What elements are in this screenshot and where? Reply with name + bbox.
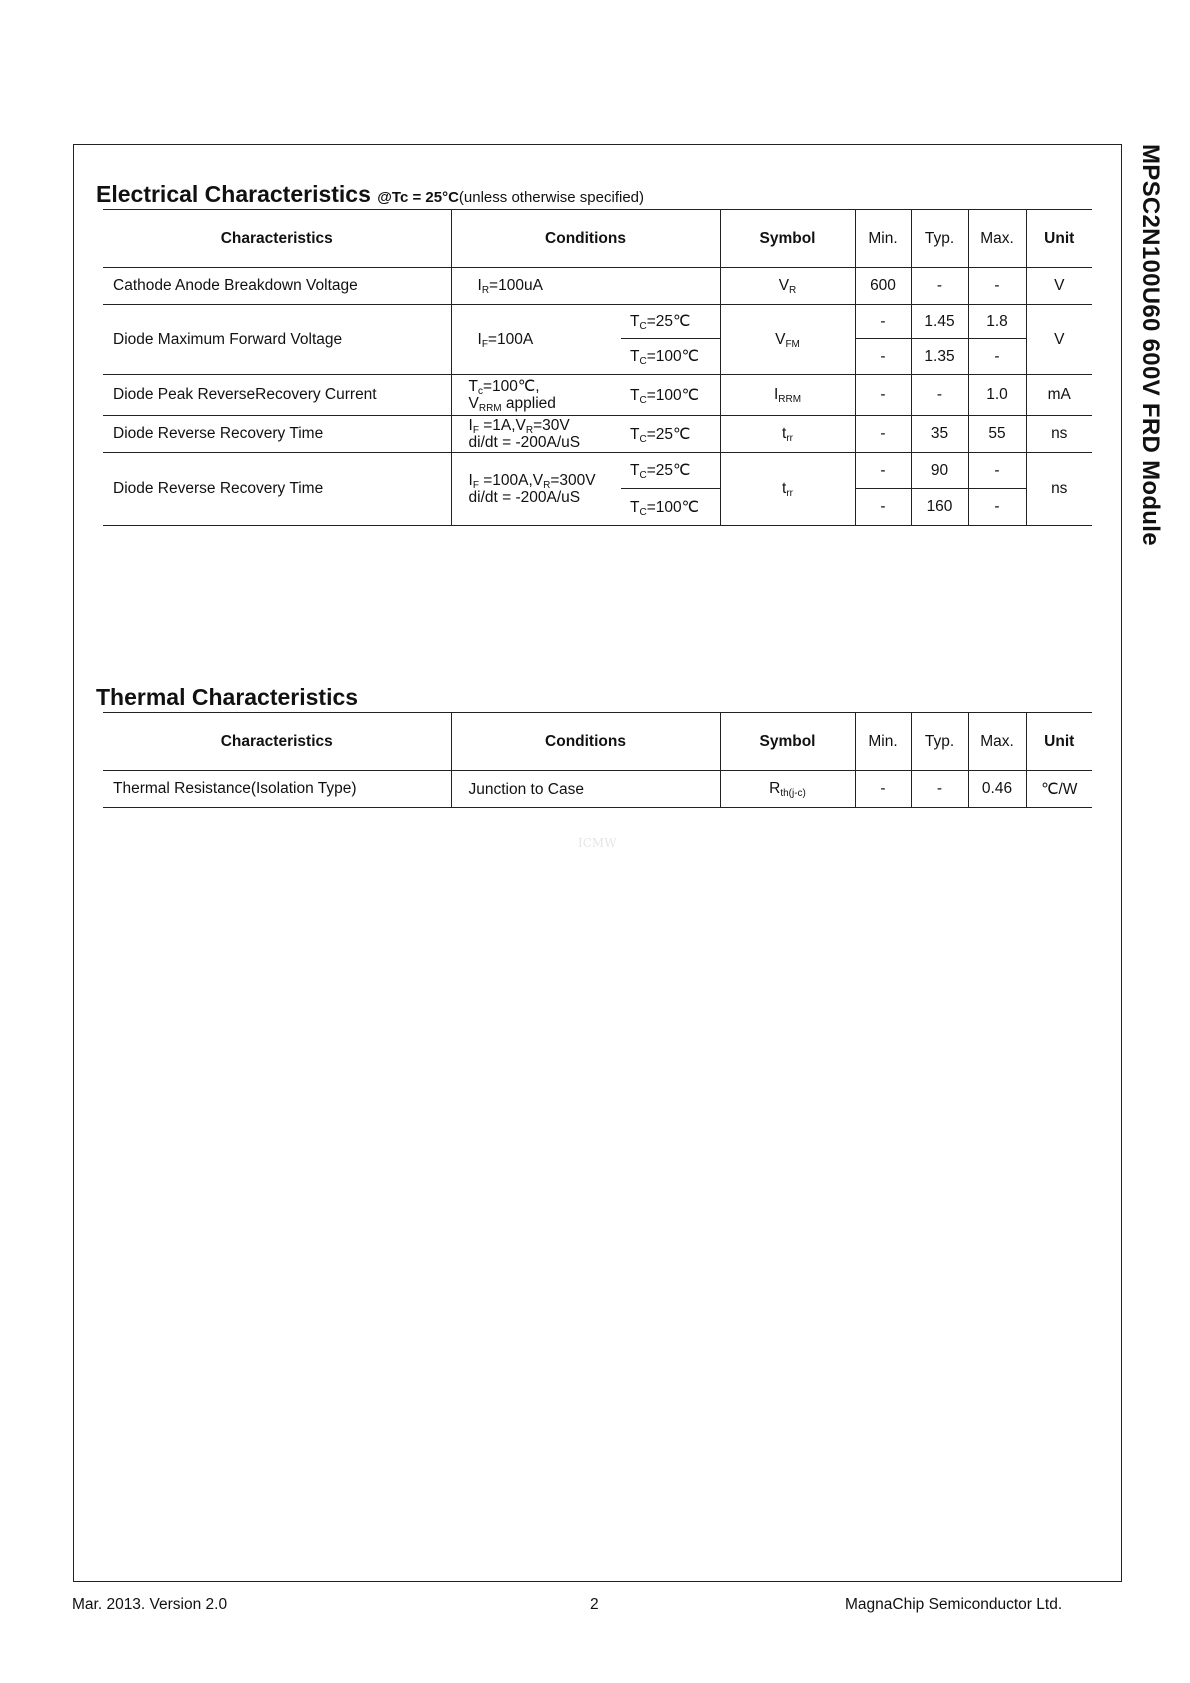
- row-max: 1.8: [968, 305, 1026, 339]
- row-unit: mA: [1026, 375, 1092, 416]
- row-symbol: $t_{rr}$: [720, 416, 855, 453]
- row-min: -: [855, 305, 911, 339]
- row-temp-condition: $T_C=100℃$: [621, 375, 720, 416]
- table-row: [103, 771, 1092, 808]
- row-min: 600: [855, 268, 911, 305]
- row-unit: V: [1026, 268, 1092, 305]
- row-temp-condition: $T_C=25℃$: [621, 453, 720, 489]
- thermal-section-title: [96, 684, 358, 711]
- row-min: -: [855, 375, 911, 416]
- header-min: Min.: [855, 210, 911, 268]
- side-product-title: [1130, 144, 1164, 564]
- row-condition: $I_F=100A$: [451, 305, 621, 375]
- row-typ: 35: [911, 416, 968, 453]
- cond-bold: @Tc = 25°C: [377, 189, 459, 206]
- row-condition: $I_F =100A,V_R=300V$ di/dt = -200A/uS: [451, 453, 621, 526]
- electrical-title-condition: [377, 189, 644, 206]
- cond-normal: (unless otherwise specified): [458, 189, 645, 206]
- row-max: -: [968, 339, 1026, 375]
- table-row: [103, 453, 1092, 489]
- header-unit: Unit: [1026, 713, 1092, 771]
- row-unit: ns: [1026, 453, 1092, 526]
- row-symbol: $V_{FM}$: [720, 305, 855, 375]
- thermal-title-text: Thermal Characteristics: [96, 684, 359, 710]
- row-condition: $I_F =1A,V_R=30V$ di/dt = -200A/uS: [451, 416, 621, 453]
- row-unit: ns: [1026, 416, 1092, 453]
- table-row: [103, 305, 1092, 339]
- row-max: -: [968, 268, 1026, 305]
- row-symbol: $t_{rr}$: [720, 453, 855, 526]
- row-typ: 1.35: [911, 339, 968, 375]
- table-row: [103, 268, 1092, 305]
- header-characteristics: Characteristics: [103, 713, 451, 771]
- row-typ: -: [911, 771, 968, 808]
- table-header-row: [103, 713, 1092, 771]
- row-max: 55: [968, 416, 1026, 453]
- header-conditions: Conditions: [451, 713, 720, 771]
- row-condition: $I_R=100uA$: [451, 268, 720, 305]
- footer-page-number: 2: [590, 1596, 599, 1613]
- row-characteristic: Diode Reverse Recovery Time: [103, 416, 451, 453]
- header-conditions: Conditions: [451, 210, 720, 268]
- row-min: -: [855, 771, 911, 808]
- row-max: 1.0: [968, 375, 1026, 416]
- row-characteristic: Diode Reverse Recovery Time: [103, 453, 451, 526]
- header-min: Min.: [855, 713, 911, 771]
- watermark: ICMW: [578, 836, 617, 850]
- header-symbol: Symbol: [720, 713, 855, 771]
- header-unit: Unit: [1026, 210, 1092, 268]
- table-row: [103, 416, 1092, 453]
- row-condition: Junction to Case: [451, 771, 720, 808]
- row-characteristic: Cathode Anode Breakdown Voltage: [103, 268, 451, 305]
- row-min: -: [855, 453, 911, 489]
- row-max: 0.46: [968, 771, 1026, 808]
- header-typ: Typ.: [911, 713, 968, 771]
- side-title-text: MPSC2N100U60 600V FRD Module: [1137, 144, 1164, 546]
- row-typ: -: [911, 375, 968, 416]
- row-typ: -: [911, 268, 968, 305]
- header-symbol: Symbol: [720, 210, 855, 268]
- electrical-table: [103, 209, 1092, 526]
- footer-company: MagnaChip Semiconductor Ltd.: [845, 1596, 1063, 1613]
- row-condition: $T_c=100℃$, $V_{RRM}$ applied: [451, 375, 621, 416]
- row-characteristic: Thermal Resistance(Isolation Type): [103, 771, 451, 808]
- row-symbol: $I_{RRM}$: [720, 375, 855, 416]
- header-typ: Typ.: [911, 210, 968, 268]
- header-max: Max.: [968, 210, 1026, 268]
- table-header-row: [103, 210, 1092, 268]
- row-characteristic: Diode Maximum Forward Voltage: [103, 305, 451, 375]
- header-characteristics: Characteristics: [103, 210, 451, 268]
- footer-version: Mar. 2013. Version 2.0: [72, 1596, 228, 1613]
- row-max: -: [968, 489, 1026, 526]
- row-typ: 90: [911, 453, 968, 489]
- thermal-table: [103, 712, 1092, 808]
- row-min: -: [855, 339, 911, 375]
- row-symbol: $V_R$: [720, 268, 855, 305]
- row-temp-condition: $T_C=100℃$: [621, 339, 720, 375]
- row-unit: ℃/W: [1026, 771, 1092, 808]
- row-symbol: $R_{th(j-c)}$: [720, 771, 855, 808]
- row-unit: V: [1026, 305, 1092, 375]
- row-min: -: [855, 416, 911, 453]
- table-row: [103, 375, 1092, 416]
- header-max: Max.: [968, 713, 1026, 771]
- row-characteristic: Diode Peak ReverseRecovery Current: [103, 375, 451, 416]
- row-temp-condition: $T_C=100℃$: [621, 489, 720, 526]
- row-temp-condition: $T_C=25℃$: [621, 305, 720, 339]
- electrical-title-text: Electrical Characteristics: [96, 181, 371, 207]
- row-typ: 160: [911, 489, 968, 526]
- row-max: -: [968, 453, 1026, 489]
- row-min: -: [855, 489, 911, 526]
- row-temp-condition: $T_C=25℃$: [621, 416, 720, 453]
- electrical-section-title: [96, 181, 644, 208]
- row-typ: 1.45: [911, 305, 968, 339]
